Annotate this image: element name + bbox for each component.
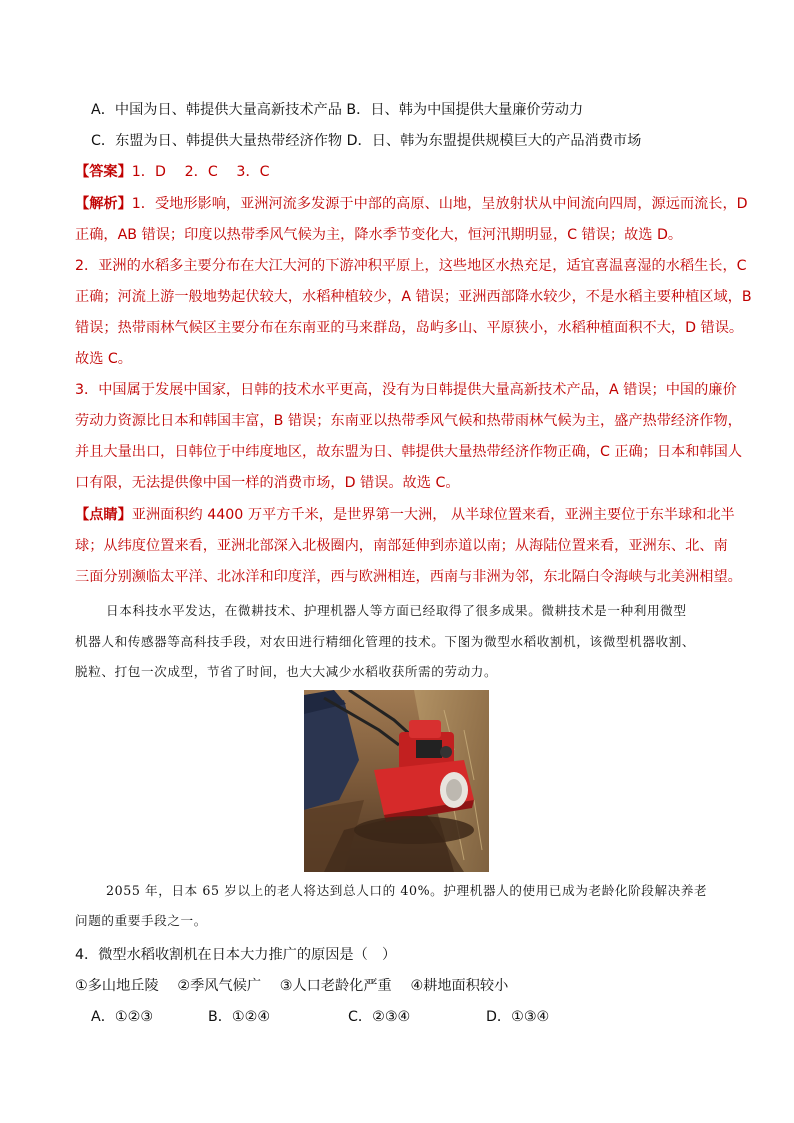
- analysis-line-9: 并且大量出口，日韩位于中纬度地区，故东盟为日、韩提供大量热带经济作物正确，C 正确；日本和韩国人: [75, 444, 743, 460]
- material-para1-line-1: 日本科技水平发达，在微耕技术、护理机器人等方面已经取得了很多成果。微耕技术是一种利用微型: [106, 603, 687, 618]
- material-para1-line-3: 脱粒、打包一次成型，节省了时间，也大大减少水稻收获所需的劳动力。: [75, 664, 498, 679]
- analysis-label: 【解析】: [75, 196, 132, 212]
- question-4-stem: 4．微型水稻收割机在日本大力推广的原因是（ ）: [75, 947, 397, 963]
- comment-line-3: 三面分别濒临太平洋、北冰洋和印度洋，西与欧洲相连，西南与非洲为邻，东北隔白令海峡与北美洲相望。: [75, 569, 742, 585]
- choice-b: B．①②④: [208, 1009, 271, 1025]
- analysis-line-2: 正确，AB 错误；印度以热带季风气候为主，降水季节变化大，恒河汛期明显，C 错误；故选 D。: [75, 227, 683, 243]
- comment-text: 亚洲面积约 4400 万平方千米，是世界第一大洲， 从半球位置来看，亚洲主要位于东半球和北半: [131, 507, 735, 523]
- answer-text: 1．D 2．C 3．C: [131, 164, 270, 180]
- choice-d: D．①③④: [486, 1009, 550, 1025]
- analysis-text: 1．受地形影响，亚洲河流多发源于中部的高原、山地，呈放射状从中间流向四周，源远而流长，D: [131, 196, 748, 212]
- answer-label: 【答案】: [75, 164, 132, 180]
- analysis-line-3: 2．亚洲的水稻多主要分布在大江大河的下游冲积平原上，这些地区水热充足，适宜喜温喜湿的水稻生长，C: [75, 258, 747, 274]
- analysis-line-4: 正确；河流上游一般地势起伏较大，水稻种植较少，A 错误；亚洲西部降水较少，不是水稻主要种植区域，B: [75, 289, 752, 305]
- analysis-line-7: 3．中国属于发展中国家，日韩的技术水平更高，没有为日韩提供大量高新技术产品，A 错误；中国的廉价: [75, 382, 737, 398]
- rice-harvester-photo: [304, 690, 489, 872]
- analysis-line-10: 口有限，无法提供像中国一样的消费市场，D 错误。故选 C。: [75, 475, 460, 491]
- material-para2-line-2: 问题的重要手段之一。: [75, 913, 207, 928]
- analysis-line-5: 错误；热带雨林气候区主要分布在东南亚的马来群岛，岛屿多山、平原狭小，水稻种植面积不大，D 错误。: [75, 320, 744, 336]
- choice-a: A．①②③: [91, 1009, 154, 1025]
- material-para2-line-1: 2055 年，日本 65 岁以上的老人将达到总人口的 40%。护理机器人的使用已成为老龄化阶段解决养老: [106, 883, 708, 898]
- option-row-ab: A．中国为日、韩提供大量高新技术产品 B．日、韩为中国提供大量廉价劳动力: [91, 102, 584, 118]
- comment-label: 【点睛】: [75, 507, 132, 523]
- analysis-line-1: [75, 194, 748, 214]
- material-para1-line-2: 机器人和传感器等高科技手段，对农田进行精细化管理的技术。下图为微型水稻收割机，该微型机器收割、: [75, 634, 696, 649]
- analysis-line-6: 故选 C。: [75, 351, 132, 367]
- analysis-line-8: 劳动力资源比日本和韩国丰富，B 错误；东南亚以热带季风气候和热带雨林气候为主，盛产热带经济作物，: [75, 413, 742, 429]
- choice-c: C．②③④: [348, 1009, 411, 1025]
- answer-line: [75, 162, 270, 182]
- option-row-cd: C．东盟为日、韩提供大量热带经济作物 D．日、韩为东盟提供规模巨大的产品消费市场: [91, 133, 642, 149]
- comment-line-2: 球；从纬度位置来看，亚洲北部深入北极圈内，南部延伸到赤道以南；从海陆位置来看，亚洲东、北、南: [75, 538, 728, 554]
- comment-line-1: [75, 505, 735, 525]
- question-4-items: ①多山地丘陵 ②季风气候广 ③人口老龄化严重 ④耕地面积较小: [75, 978, 509, 994]
